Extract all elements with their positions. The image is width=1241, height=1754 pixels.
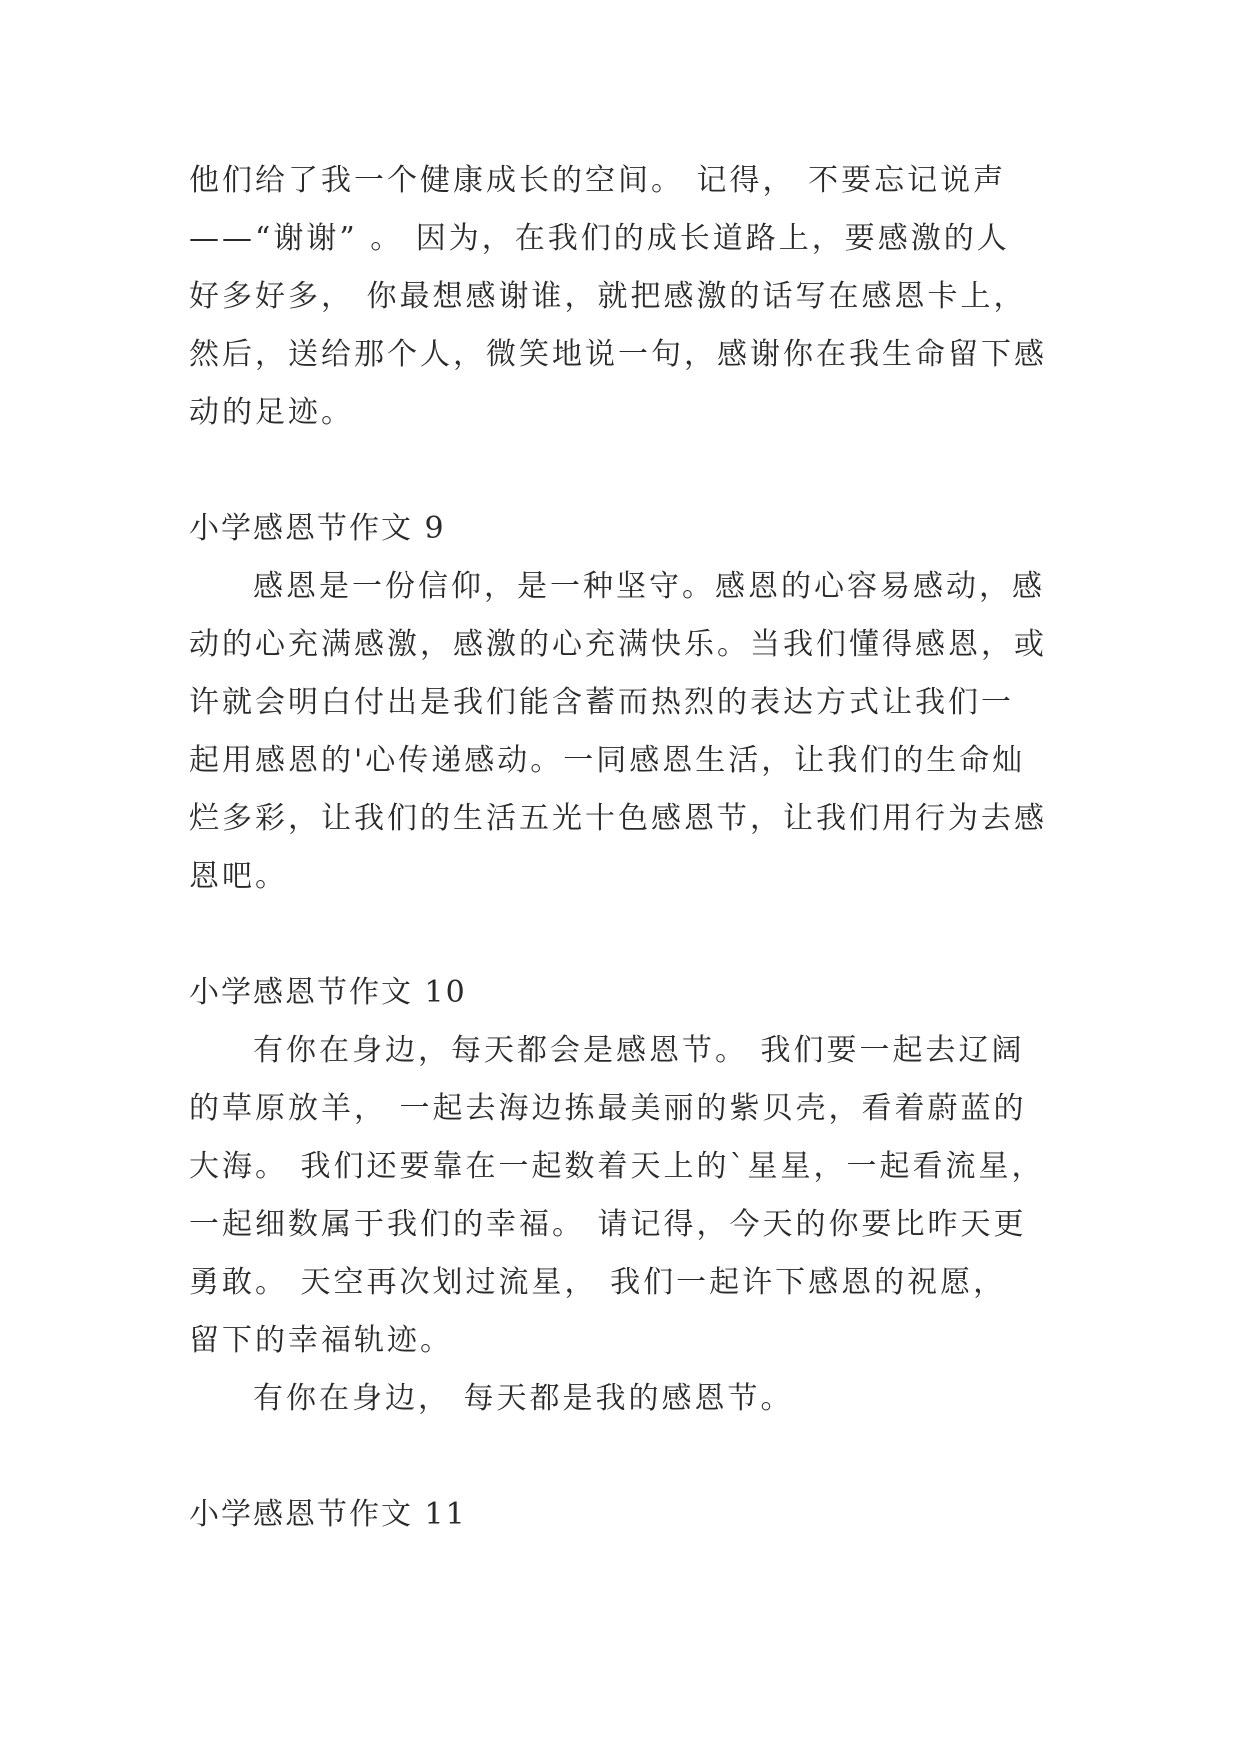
spacer xyxy=(189,442,1059,500)
paragraph-line: 有你在身边，每天都会是感恩节。 我们要一起去辽阔 xyxy=(253,1033,1025,1068)
essay-10-closing: 有你在身边， 每天都是我的感恩节。 xyxy=(253,1381,794,1416)
intro-paragraph xyxy=(189,152,1059,442)
spacer xyxy=(189,1428,1059,1486)
spacer xyxy=(189,906,1059,964)
paragraph-line: 好多好多， 你最想感谢谁，就把感激的话写在感恩卡上， xyxy=(189,279,1027,314)
paragraph-line: 感恩是一份信仰，是一种坚守。感恩的心容易感动，感 xyxy=(253,569,1045,604)
essay-10-title: 小学感恩节作文 10 xyxy=(189,975,467,1010)
paragraph-line: ——“谢谢” 。 因为，在我们的成长道路上，要感激的人 xyxy=(189,221,1010,256)
paragraph-line: 的草原放羊， 一起去海边拣最美丽的紫贝壳，看着蔚蓝的 xyxy=(189,1091,1027,1126)
paragraph-line: 大海。 我们还要靠在一起数着天上的`星星，一起看流星， xyxy=(189,1149,1045,1184)
paragraph-line: 动的心充满感激，感激的心充满快乐。当我们懂得感恩，或 xyxy=(189,627,1047,662)
paragraph-line: 然后，送给那个人，微笑地说一句，感谢你在我生命留下感 xyxy=(189,337,1047,372)
essay-9-paragraph xyxy=(189,558,1059,906)
essay-9-title: 小学感恩节作文 9 xyxy=(189,511,446,546)
essay-11-title: 小学感恩节作文 11 xyxy=(189,1497,467,1532)
document-content xyxy=(189,152,1059,1544)
paragraph-line: 起用感恩的'心传递感动。一同感恩生活，让我们的生命灿 xyxy=(189,743,1026,778)
paragraph-line: 留下的幸福轨迹。 xyxy=(189,1323,453,1358)
paragraph-line: 勇敢。 天空再次划过流星， 我们一起许下感恩的祝愿， xyxy=(189,1265,1007,1300)
paragraph-line: 恩吧。 xyxy=(189,859,288,894)
essay-10-paragraph xyxy=(189,1022,1059,1370)
paragraph-line: 他们给了我一个健康成长的空间。 记得， 不要忘记说声 xyxy=(189,163,1007,198)
paragraph-line: 许就会明白付出是我们能含蓄而热烈的表达方式让我们一 xyxy=(189,685,1014,720)
paragraph-line: 动的足迹。 xyxy=(189,395,354,430)
paragraph-line: 烂多彩，让我们的生活五光十色感恩节，让我们用行为去感 xyxy=(189,801,1047,836)
paragraph-line: 一起细数属于我们的幸福。 请记得，今天的你要比昨天更 xyxy=(189,1207,1027,1242)
